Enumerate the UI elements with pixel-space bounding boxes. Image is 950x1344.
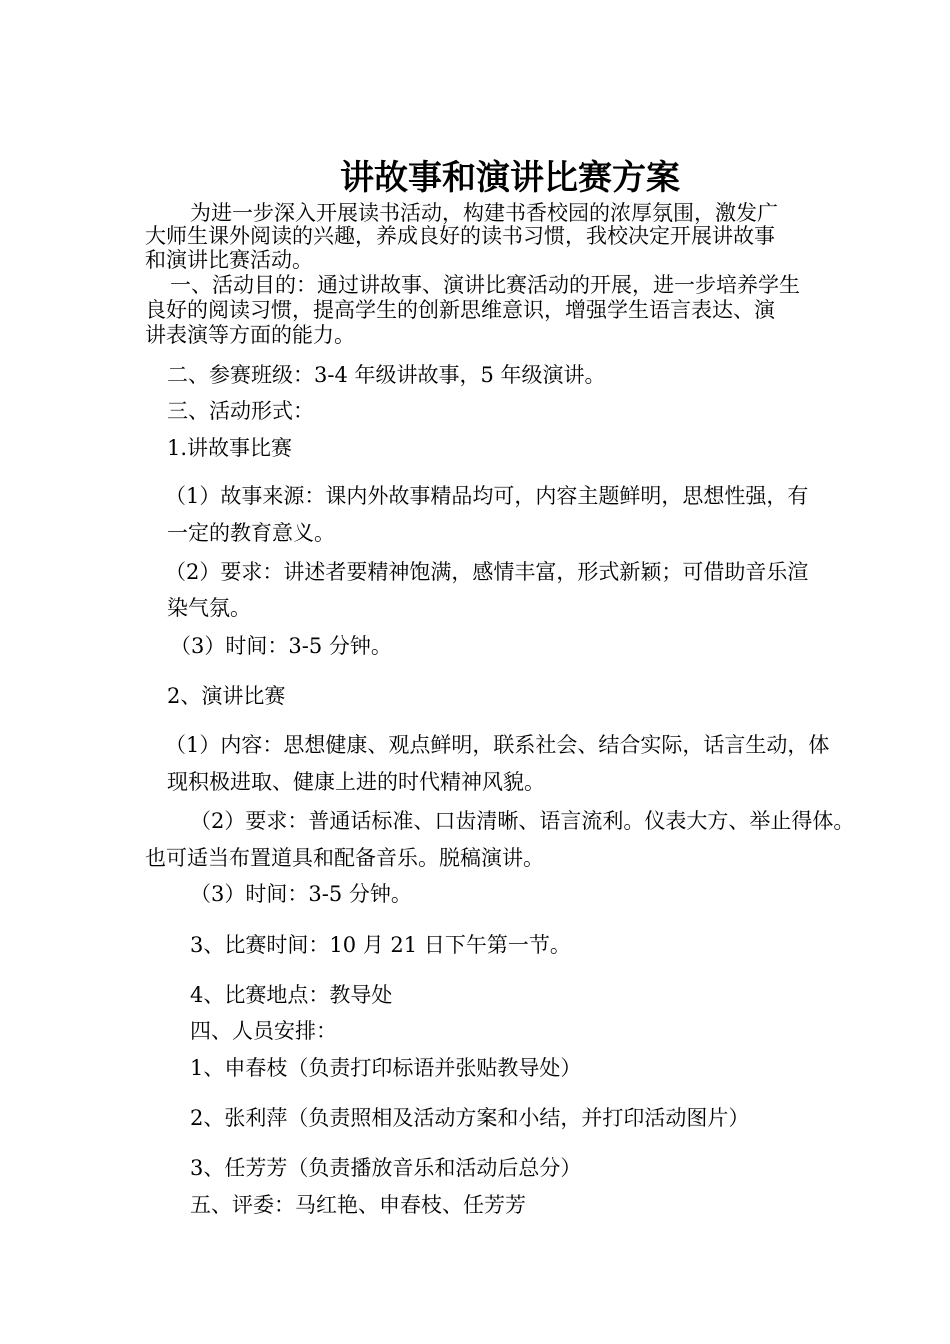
story-contest-heading: 1.讲故事比赛 [167,436,293,460]
intro-line-1: 为进一步深入开展读书活动，构建书香校园的浓厚氛围，激发广 [190,201,778,225]
story-item-2-line-2: 染气氛。 [167,596,251,620]
staff-item-2: 2、张利萍（负责照相及活动方案和小结，并打印活动图片） [190,1106,750,1130]
staff-item-3: 3、任芳芳（负责播放音乐和活动后总分） [190,1156,582,1180]
speech-item-1-line-1: （1）内容：思想健康、观点鲜明，联系社会、结合实际，话言生动，体 [165,733,830,757]
purpose-line-3: 讲表演等方面的能力。 [145,323,355,347]
contest-time: 3、比赛时间：10 月 21 日下午第一节。 [190,933,571,957]
intro-line-3: 和演讲比赛活动。 [145,248,313,272]
purpose-line-1: 一、活动目的：通过讲故事、演讲比赛活动的开展，进一步培养学生 [170,273,800,297]
story-item-3: （3）时间：3-5 分钟。 [170,634,392,658]
speech-item-2-line-1: （2）要求：普通话标准、口齿清晰、语言流利。仪表大方、举止得体。 [190,809,855,833]
intro-line-2: 大师生课外阅读的兴趣，养成良好的读书习惯，我校决定开展讲故事 [145,224,775,248]
story-item-2-line-1: （2）要求：讲述者要精神饱满，感情丰富，形式新颖；可借助音乐渲 [165,560,809,584]
speech-item-3: （3）时间：3-5 分钟。 [190,882,412,906]
judges-line: 五、评委：马红艳、申春枝、任芳芳 [190,1193,526,1217]
speech-item-2-line-2: 也可适当布置道具和配备音乐。脱稿演讲。 [145,846,544,870]
contest-place: 4、比赛地点：教导处 [190,983,393,1007]
story-item-1-line-1: （1）故事来源：课内外故事精品均可，内容主题鲜明，思想性强，有 [165,484,809,508]
format-heading: 三、活动形式： [167,399,314,423]
purpose-line-2: 良好的阅读习惯，提高学生的创新思维意识，增强学生语言表达、演 [145,298,775,322]
story-item-1-line-2: 一定的教育意义。 [167,521,335,545]
staff-heading: 四、人员安排： [190,1019,337,1043]
speech-contest-heading: 2、演讲比赛 [167,684,286,708]
document-title: 讲故事和演讲比赛方案 [340,158,680,198]
speech-item-1-line-2: 现积极进取、健康上进的时代精神风貌。 [167,770,545,794]
staff-item-1: 1、申春枝（负责打印标语并张贴教导处） [190,1056,582,1080]
participants-line: 二、参赛班级：3-4 年级讲故事，5 年级演讲。 [167,363,606,387]
